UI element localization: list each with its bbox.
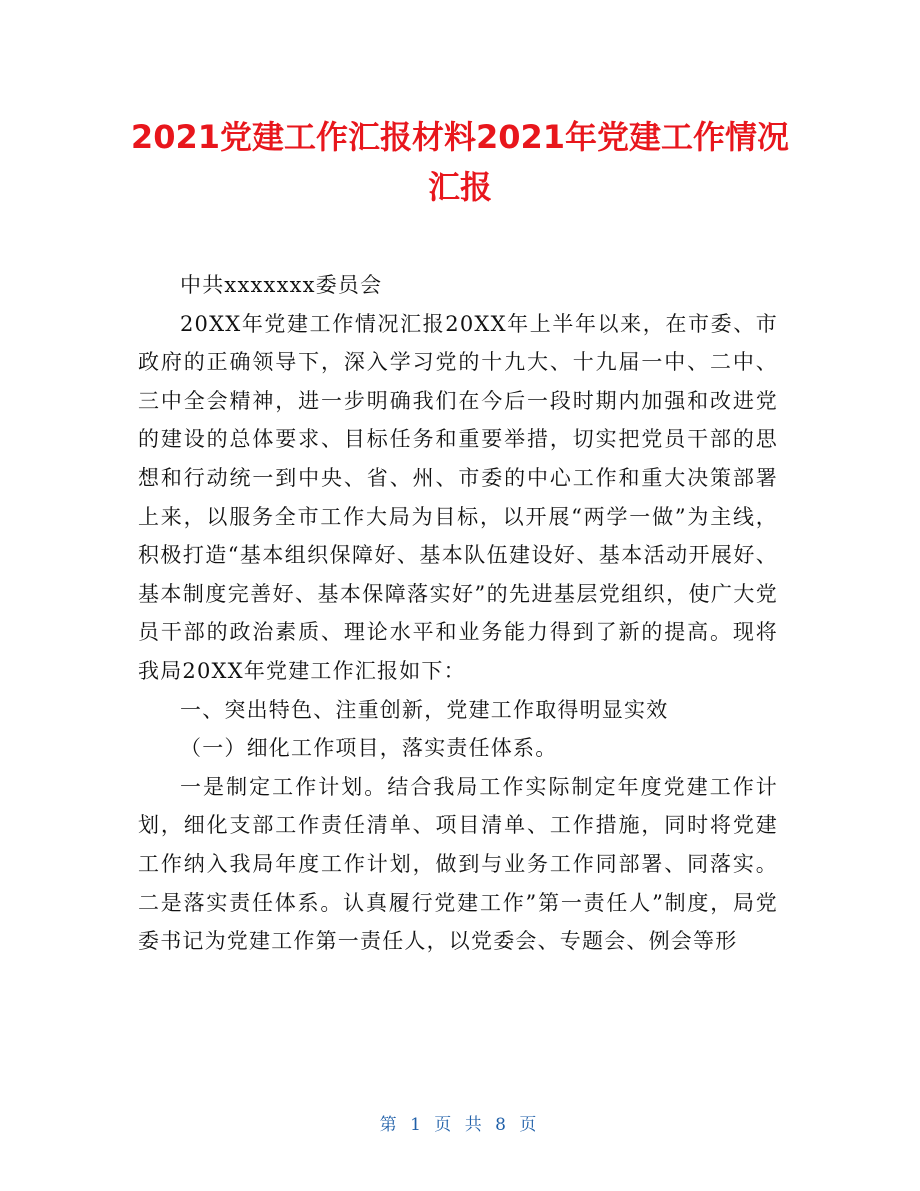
paragraph-org-name: 中共xxxxxxx委员会 xyxy=(180,273,383,297)
paragraph-work-plan: 一是制定工作计划。结合我局工作实际制定年度党建工作计划，细化支部工作责任清单、项目清单、工作措施，同时将党建工作纳入我局年度工作计划，做到与业务工作同部署、同落实。二是落实责任体系。认真履行党建工作”第一责任人”制度，局党委书记为党建工作第一责任人，以党委会、专题会、例会等形 xyxy=(138,774,778,954)
subsection-heading-1: （一）细化工作项目，落实责任体系。 xyxy=(180,736,558,761)
page-footer: 第 1 页 共 8 页 xyxy=(379,1115,541,1135)
section-heading-1: 一、突出特色、注重创新，党建工作取得明显实效 xyxy=(180,697,669,722)
document-body xyxy=(138,266,778,961)
paragraph-intro: 20XX年党建工作情况汇报20XX年上半年以来，在市委、市政府的正确领导下，深入学习党的十九大、十九届一中、二中、三中全会精神，进一步明确我们在今后一段时期内加强和改进党的建设的总体要求、目标任务和重要举措，切实把党员干部的思想和行动统一到中央、省、州、市委的中心工作和重大决策部署上来，以服务全市工作大局为目标，以开展“两学一做”为主线，积极打造“基本组织保障好、基本队伍建设好、基本活动开展好、基本制度完善好、基本保障落实好”的先进基层党组织，使广大党员干部的政治素质、理论水平和业务能力得到了新的提高。现将我局20XX年党建工作汇报如下： xyxy=(138,311,778,683)
document-title: 2021党建工作汇报材料2021年党建工作情况汇报 xyxy=(130,118,790,206)
